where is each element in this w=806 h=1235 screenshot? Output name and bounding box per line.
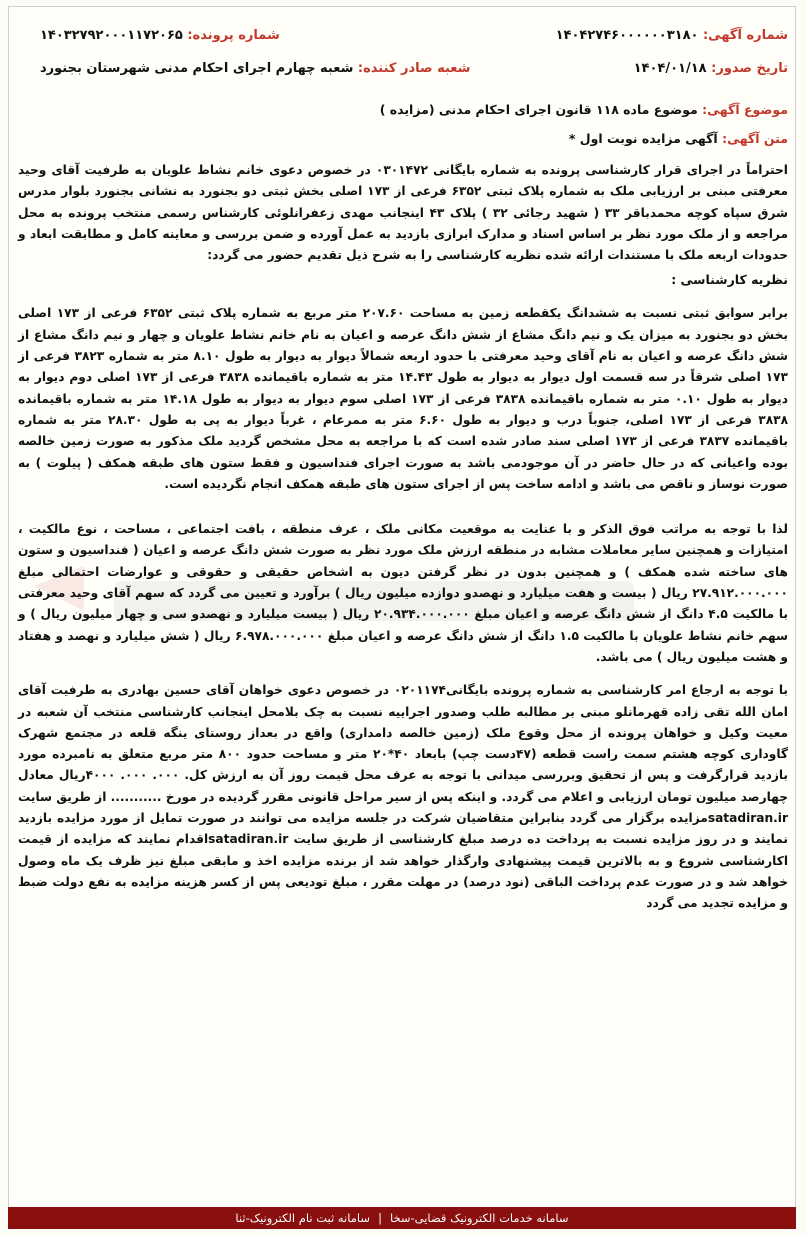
auction-terms-part1: با توجه به ارجاع امر کارشناسی به شماره پرونده بایگانی۰۲۰۱۱۷۴ در خصوص دعوی خواهان آقای حسین بهادری به طرفیت آقای امان الله تقی زاده قهرمانلو مبنی بر مطالبه طلب وصدور اجراییه نسبت به چک بلامحل اینجانب کارشناسی منتخب آن شعبه در معیت وکیل و خواهان پرونده از محل وقوع ملک (زمین خالصه دامداری) واقع در بعداز روستای ینگه قلعه در مجتمع شهرک گاوداری کوچه هشتم سمت راست قطعه (۴۷دست چپ) بابعاد ۴۰*۲۰ متر و مساحت حدود ۸۰۰ متر مربع متعلق به نامبرده مورد بازدید قرارگرفت و پس از تحقیق وبررسی میدانی با توجه به عرف محل قیمت روز آن به ارزش کل. ۰۰۰. ۰۰۰. ۴۰۰۰ریال معادل چهارصد میلیون تومان ارزیابی و اعلام می گردد. و اینکه پس از سیر مراحل قانونی مقرر گردیده در مورخ ........... از طریق سایت bbox=[18, 683, 789, 804]
auction-terms-part2: مزایده برگزار می گردد بنابراین متقاضیان شرکت در جلسه مزایده می توانند در صورت تمایل از مورد مزایده بازدید نمایند و در روز مزایده نسبت به پرداخت ده درصد مبلغ کارشناسی از طریق سایت bbox=[18, 811, 788, 847]
ad-number: ۱۴۰۴۲۷۴۶۰۰۰۰۰۰۳۱۸۰ bbox=[555, 28, 699, 43]
footer-bar bbox=[8, 1207, 796, 1229]
ad-text-label: متن آگهی: bbox=[722, 131, 788, 146]
ad-number-block bbox=[556, 28, 788, 43]
subject-line bbox=[18, 102, 788, 117]
paragraph-intro: احتراماً در اجرای قرار کارشناسی پرونده به شماره بایگانی ۰۳۰۱۴۷۲ در خصوص دعوی خانم نشاط علویان به طرفیت آقای وحید معرفتی مبنی بر ارزیابی ملک به شماره پلاک ثبتی ۶۳۵۲ فرعی از ۱۷۳ اصلی بخش ثبتی دو بجنورد به نشانی بجنورد بلوار مدرس شرق سپاه کوچه محمدباقر ۳۳ ( شهید رجائی ۳۲ ) پلاک ۴۳ اینجانب مهدی زعفرانلوئی کارشناس رسمی منتخب پرونده به محل مراجعه و از ملک مورد نظر بر اساس اسناد و مدارک ابرازی بازدید به عمل آورده و ضمن بررسی و معاینه کامل و مطابقت ابعاد و حدودات اربعه ملک با مستندات ارائه شده نظریه کارشناسی را به شرح ذیل تقدیم حضور می گردد: bbox=[18, 163, 789, 263]
expert-opinion-heading: نظریه کارشناسی : bbox=[671, 272, 788, 288]
auction-terms-part3: اقدام نمایند که مزایده از قیمت اکارشناسی شروع و به بالاترین قیمت پیشنهادی وارگذار خواهد شد از برنده مزایده اخذ و مابقی مبلغ نیز ظرف یک ماه وصول خواهد شد و در صورت عدم پرداخت الباقی (نود درصد) در مهلت مقرر ، مبلغ تودیعی پس از کسر هزینه مزایده به نفع دولت ضبط و مزایده تجدید می گردد bbox=[18, 832, 788, 911]
paragraph-auction-terms bbox=[18, 680, 788, 914]
subject-label: موضوع آگهی: bbox=[702, 102, 788, 117]
ad-text-value: آگهی مزایده نوبت اول * bbox=[568, 131, 718, 146]
issuer-label: شعبه صادر کننده: bbox=[357, 61, 471, 76]
ad-document bbox=[18, 28, 788, 915]
footer-sakha-link[interactable]: سامانه خدمات الکترونیک قضایی-سخا bbox=[389, 1211, 569, 1225]
ad-number-label: شماره آگهی: bbox=[702, 28, 788, 43]
issuer-block bbox=[40, 61, 470, 76]
issue-date: ۱۴۰۴/۰۱/۱۸ bbox=[633, 61, 707, 76]
site-link-2[interactable]: satadiran.ir bbox=[208, 832, 289, 847]
paragraph-valuation: لذا با توجه به مراتب فوق الذکر و با عنایت به موقعیت مکانی ملک ، عرف منطقه ، بافت اجتماعی ، مساحت ، نوع مالکیت ، امتیازات و همچنین سایر معاملات مشابه در منطقه ارزش ملک مورد نظر به صورت شش دانگ عرصه و اعیان ( فنداسیون و ستون های ساخته شده همکف ) و همچنین بدون در نظر گرفتن دیون به اشخاص حقیقی و حقوقی و عوارضات احتمالی مبلغ ۲۷.۹۱۲.۰۰۰.۰۰۰ ریال ( بیست و هفت میلیارد و نهصدو دوازده میلیون ریال ) برآورد و تعیین می گردد که سهم آقای وحید معرفتی با مالکیت ۴.۵ دانگ از شش دانگ عرصه و اعیان مبلغ ۲۰.۹۳۴.۰۰۰.۰۰۰ ریال ( بیست میلیارد و نهصدو سی و چهار میلیون ریال ) و سهم خانم نشاط علویان با مالکیت ۱.۵ دانگ از شش دانگ عرصه و اعیان مبلغ ۶.۹۷۸.۰۰۰.۰۰۰ ریال ( شش میلیارد و نهصد و هفتاد و هشت میلیون ریال ) می باشد. bbox=[18, 522, 788, 664]
subject-value: موضوع ماده ۱۱۸ قانون اجرای احکام مدنی (مزایده ) bbox=[379, 102, 698, 117]
case-number-label: شماره پرونده: bbox=[187, 28, 280, 43]
issue-date-block bbox=[634, 61, 788, 76]
footer-sana-link[interactable]: سامانه ثبت نام الکترونیک-ثنا bbox=[235, 1211, 371, 1225]
issue-date-label: تاریخ صدور: bbox=[711, 61, 788, 76]
meta-row-1 bbox=[18, 28, 788, 43]
case-number: ۱۴۰۳۲۷۹۲۰۰۰۱۱۷۲۰۶۵ bbox=[40, 28, 183, 43]
meta-row-2 bbox=[18, 61, 788, 76]
ad-text-title bbox=[18, 131, 788, 146]
case-number-block bbox=[40, 28, 280, 43]
site-link-1[interactable]: satadiran.ir bbox=[707, 811, 788, 826]
footer-separator: | bbox=[378, 1211, 382, 1225]
issuer: شعبه چهارم اجرای احکام مدنی شهرستان بجنورد bbox=[40, 61, 354, 76]
paragraph-property-records: برابر سوابق ثبتی نسبت به ششدانگ یکقطعه زمین به مساحت ۲۰۷.۶۰ متر مربع به شماره پلاک ثبتی ۶۳۵۲ فرعی از ۱۷۳ اصلی بخش دو بجنورد به میزان یک و نیم دانگ مشاع از شش دانگ عرصه و اعیان به نام خانم نشاط علویان و چهار و نیم دانگ مشاع از شش دانگ عرصه و اعیان به نام آقای وحید معرفتی با حدود اربعه شمالاً دیوار به دیوار به طول ۸.۱۰ متر به شماره ۳۸۲۳ فرعی از ۱۷۳ اصلی شرقاً در سه قسمت اول دیوار به دیوار به طول ۱۴.۴۳ متر به شماره باقیمانده ۳۸۳۸ فرعی از ۱۷۳ اصلی دوم دیوار به دیوار به طول ۰.۱۰ متر به شماره باقیمانده ۳۸۳۸ فرعی از ۱۷۳ اصلی سوم دیوار به دیوار به طول ۱۴.۱۸ متر به شماره باقیمانده ۳۸۳۸ فرعی از ۱۷۳ اصلی، جنوباً درب و دیوار به طول ۶.۶۰ متر به ممرعام ، غرباً دیوار به پی به طول ۲۸.۳۰ متر به شماره باقیمانده ۳۸۳۷ فرعی از ۱۷۳ اصلی سند صادر شده است که با مراجعه به محل مشخص گردید ملک مذکور به صورت زمین خالصه بوده واعیانی که در حال حاضر در آن موجودمی باشد به صورت اجرای فنداسیون و فقط ستون های طبقه همکف ( پیلوت ) به صورت نوساز و ناقص می باشد و ادامه ساخت پس از اجرای ستون های طبقه همکف انجام نگردیده است. bbox=[18, 306, 789, 491]
